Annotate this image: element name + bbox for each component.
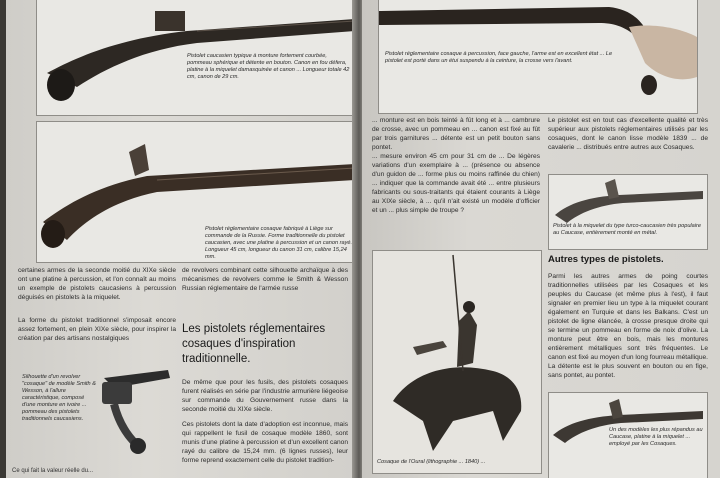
revolver-caption: Silhouette d'un revolver "cosaque" de modèle Smith & Wesson, à l'allure caractéristique, composé d'une monture en ivoire ... pommeau des pistolets traditionnels caucasiens. <box>22 374 96 422</box>
left-col2-text: de revolvers combinant cette silhouette archaïque à des mécanismes de revolvers comme le Smith & Wesson Russian réglementaire de l'armée russe <box>182 267 348 292</box>
right-col2-text: Le pistolet est en tout cas d'excellente qualité et très supérieur aux pistolets réglementaires utilisés par les cosaques, dont le canon lisse modèle 1839 ... de cavalerie ... distribués entre autres aux Cosaques. <box>548 117 708 151</box>
photo-caucasian-pistol <box>36 0 358 116</box>
caption-middle-left: Pistolet réglementaire cosaque fabriqué à Liège sur commande de la Russie. Forme traditionnelle du pistolet caucasien, avec une platine à percussion et un canon rayé. Longueur 45 cm, longueur du canon 31 cm, calibre 15,24 mm. <box>205 226 353 260</box>
revolver-illustration <box>18 360 178 460</box>
left-page <box>6 0 358 478</box>
photo-pistol-in-hand <box>378 0 698 114</box>
right-col1-text: ... monture est en bois teinté à fût long et à ... cambrure de crosse, avec un pommeau en ... canon est fixé au fût par trois garnitures ... détente est un petit bouton sans pontet. <box>372 117 540 151</box>
photo-miquelet-pistol <box>548 392 708 478</box>
right-col2-text2: Parmi les autres armes de poing courtes traditionnelles utilisées par les Cosaques et les peuples du Caucase (et même plus à l'est), il faut signaler en premier lieu un type à la miquelet courant également en Turquie et dans les Balkans. C'est un pistolet de ligne élancée, à crosse presque droite qui se termine un pommeau en forme de noix d'olive. La monture peut être en bois, mais les montures entièrement métalliques sont très fréquentes. Le canon est fixé au moyen d'un long fourreau métallique. La détente est le plus souvent en bouton ou en fige, sans pontet, au pontet. <box>548 273 708 379</box>
right-col1-text2: ... mesure environ 45 cm pour 31 cm de ... De légères variations d'un exemplaire à ... (présence ou absence d'un guidon de ... forme plus ou moins raffinée du chien) ... indiquer que la commande avait été ... entre plusieurs fabricants ou sous-traitants qui étaient courants à Liège au XIXe siècle, à ... qu'il n'ait existé un modèle d'officier et un ... plus simple de troupe ? <box>372 153 540 214</box>
caption-bottom-right: Un des modèles les plus répandus au Caucase, platine à la miquelet ... employé par les Cosaques. <box>609 427 703 447</box>
engraving-caption: Cosaque de l'Oural (lithographie ... 1840) ... <box>377 459 486 465</box>
cossack-rider-image <box>373 251 541 473</box>
engraving-cossack-rider <box>372 250 542 474</box>
small-caption-right: Pistolet à la miquelet du type turco-caucasien très populaire au Caucase, entièrement monté en métal. <box>553 223 702 236</box>
right-page <box>362 0 720 478</box>
photo-cossack-pistol <box>36 121 358 263</box>
left-col2-text3: Ces pistolets dont la date d'adoption est inconnue, mais qui rappellent le fusil de cosaque modèle 1860, sont munis d'une platine à percussion et d'un excellent canon rayé du calibre de 15,24 mm. (6 lignes russes), leur forme reprend exactement celle du pistolet tradition- <box>182 421 348 464</box>
left-col1-text2: La forme du pistolet traditionnel s'imposait encore assez fortement, en plein XIXe siècle, pour inspirer la création par des artisans nostalgiques <box>18 317 176 342</box>
caption-top-left: Pistolet caucasien typique à monture fortement courbée, pommeau sphérique et détente en bouton. Canon en fou défera, platine à la miquelet damasquinée et canon ... Longueur totale 42 cm, canon de 29 cm. <box>187 53 350 80</box>
left-col2-text2: De même que pour les fusils, des pistolets cosaques furent réalisés en série par l'industrie armurière liégeoise sur commande du Gouvernement russe dans la seconde moitié du XIXe siècle. <box>182 379 348 413</box>
left-col1-text: certaines armes de la seconde moitié du XIXe siècle ont une platine à percussion, et l'on connaît au moins un exemple de pistolets caucasiens à percussion déguisés en pistolets à la miquelet. <box>18 267 176 301</box>
left-footer: Ce qui fait la valeur réelle du... <box>12 468 94 474</box>
photo-turco-caucasian-pistol <box>548 174 708 250</box>
turco-caucasian-pistol-image <box>549 175 707 225</box>
section-heading-autres-types: Autres types de pistolets. <box>548 254 664 265</box>
caption-top-right: Pistolet réglementaire cosaque à percussion, face gauche, l'arme est en excellent état ... Le pistolet est porté dans un étui suspendu à la ceinture, la crosse vers l'avant. <box>385 51 613 64</box>
section-heading-reglementaires: Les pistolets réglementaires cosaques d'inspiration traditionnelle. <box>182 323 326 365</box>
